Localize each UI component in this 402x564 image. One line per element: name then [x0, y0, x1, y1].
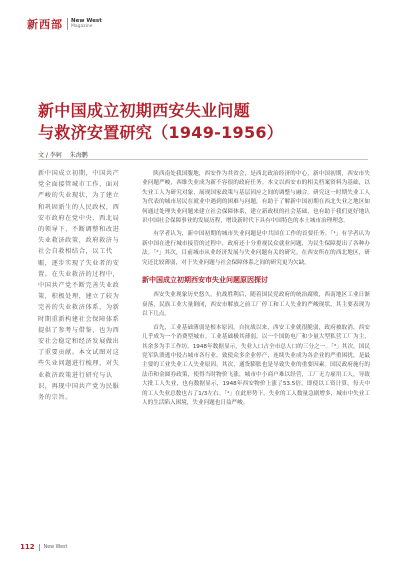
- body-paragraph-2: 有学者认为，新中国初期的城市失业问题是中共国在工作的首要任务。「¹」有学者认为新中国在进行城市接管的过程中，政府还十分重视民众就业问题，为民生保障提出了各种办法。「²」其次，目前城市从业经济发展与失业问题有关的研究。在西安所在的西北地区，研究还比较薄弱，对于失业问题与社会保障体系之间的研究更为欠缺。: [142, 231, 370, 266]
- body-paragraph-1: 陕西南处我国腹地，西安作为其省会，是西北政治经济的中心，新中国初期，西安市失业问题严峻，西维失业成为新不容很的政府任务。本文以西安市的相关档案资料为基础，以失业工人为研究对象，展现国家政策与基层因应之间的调整与融合。研究这一时期失业工人为代表的城市居民在就业中遇到的困难与问题，有助于了解新中国初期在西北失业之地区如何通过处理失业问题来建立社会保障体系，建立新政权的社会基础，也有助于我们更好地认识中国社会保障事业的发展历程，增设新时代下具有中国特色的本土城市治理理念。: [142, 171, 370, 225]
- abstract-text: 新中国成立初期，中国共产党全面接管城市工作，面对严峻的失业现状，为了建立和巩固新生的人民政权，西安市政府在党中央、西北局的领导下，不断调整和改进失业救济政策，政府救济与社会自救相结合，以工代赈，逐步实现了失业者的安置。在失业救济的过程中，中国共产党不断完善失业政策，积极处理，建立了较为完善的失业救济体系，为新时期重新构建社会保障体系提供了参考与借鉴，也为西安社会稳定和经济发展做出了重要贡献。本文试图对这些失业问题进行梳理，对失业救济政策进行研究与认识，再现中国共产党为民服务的宗旨。: [38, 170, 120, 402]
- footer-separator: [39, 544, 40, 551]
- body-paragraph-3: 西安失业现象历史悠久，抗战胜利后，随着国民党政府的统治腐败，西南地区工业日渐衰落，民族工业大量倒闭，西安市解放之前工厂停工和工人失业的严峻现状，其主要表现为以下几点。: [142, 292, 370, 318]
- logo-chinese: 新西部: [27, 18, 63, 31]
- body-paragraph-4: 首先，工业基础薄弱是根本原因。自抗战以来，西安工业就很脆弱，政府被取消，西安几乎成为一个消费型城市。工业基础极其薄弱，以一个国防电厂和少量大型私营工厂为主，其余多为手工作坊。1948年数据显示，失业人口占全市总人口的三分之一。「³」其次，国民党军队溃逃中侵占城市各行业，致使众多企业停产，连续失业成为各企业的严重困扰，是最主要的工业失业工人失业原因。其次，通货膨胀也是导致失业的重要因素。国民政府施行的法币和金圆券政策，使得当时物价飞涨，城市中小商户难以经营，工厂无力雇用工人，导致大批工人失业，也有数据显示，1948年西安物价上涨了53.5倍，即使以工资计算，每天中的工人失业总数也占了1/3左右。「⁴」在此形势下，失业的工人数量急剧增多，城市中失业工人的生活陷入困境，失业问题也日益严峻。: [142, 324, 370, 406]
- author-primary: 文 / 李轲: [38, 152, 62, 159]
- author-divider: [38, 159, 368, 160]
- article-title-line-1: 新中国成立初期西安失业问题: [38, 101, 250, 120]
- page-number: 112: [20, 543, 35, 551]
- page-footer: [20, 543, 67, 551]
- section-heading: 新中国成立初期西安市失业问题原因探讨: [142, 276, 268, 285]
- footer-magazine-name: New West: [43, 544, 68, 550]
- main-body: [142, 170, 370, 412]
- article-title-line-2: 与救济安置研究（1949-1956）: [38, 123, 284, 142]
- logo-english-name: New West: [71, 18, 102, 24]
- abstract-column: [38, 168, 126, 403]
- magazine-logo: [27, 16, 102, 32]
- logo-english-sub: Magazine: [71, 24, 93, 29]
- logo-english: [67, 18, 102, 30]
- article-title: [38, 100, 283, 144]
- author-secondary: 朱海鹏: [69, 152, 88, 159]
- author-byline: [38, 150, 94, 159]
